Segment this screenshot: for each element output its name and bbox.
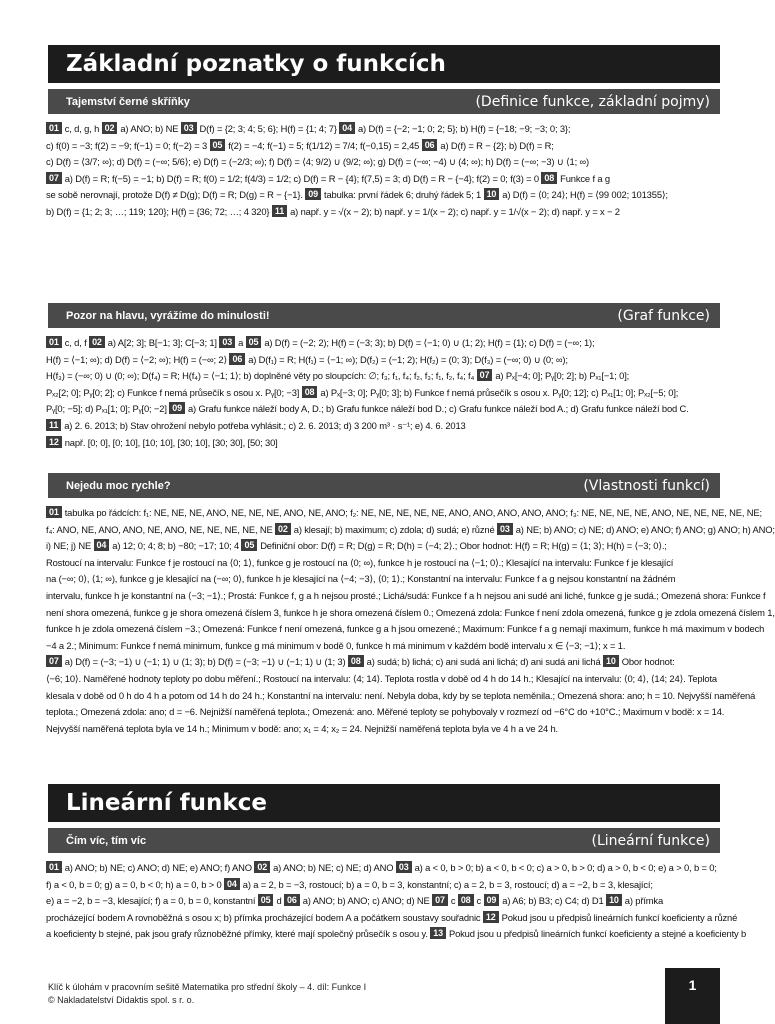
answer-line — [46, 555, 724, 572]
task-number-badge: 01 — [46, 861, 62, 873]
answer-text: např. [0; 0], [0; 10], [10; 10], [30; 10], [30; 30], [50; 30] — [64, 436, 278, 448]
task-number-badge: 07 — [477, 369, 493, 381]
answer-text: na (−∞; 0⟩, ⟨1; ∞), funkce g je klesající na (−∞; 0⟩, funkce h je klesající na ⟨−4; −3⟩, ⟨0; 1⟩.; Konstantní na intervalu: Funkce f a g nejsou konstantní na žádném — [46, 573, 676, 585]
task-number-badge: 03 — [497, 523, 513, 535]
section-topic: (Vlastnosti funkcí) — [583, 477, 710, 494]
task-number-badge: 06 — [229, 353, 245, 365]
answer-text: a) 12; 0; 4; 8; b) −80; −17; 10; 4 — [112, 540, 242, 552]
task-number-badge: 05 — [258, 894, 274, 906]
answer-text: c) f(0) = −3; f(2) = −9; f(−1) = 0; f(−2) = 3 — [46, 139, 210, 151]
answer-text: a) a < 0, b > 0; b) a < 0, b < 0; c) a > 0, b > 0; d) a > 0, b < 0; e) a > 0, b = 0; — [414, 862, 717, 873]
answer-text: a) NE; b) ANO; c) NE; d) ANO; e) ANO; f) ANO; g) ANO; h) ANO; — [515, 523, 775, 535]
answers-block-4 — [46, 860, 747, 943]
answer-text: a) 2. 6. 2013; b) Stav ohrožení nebylo potřeba vyhlásit.; c) 2. 6. 2013; d) 3 200 m³ · s⁻¹; e) 4. 6. 2013 — [64, 419, 466, 431]
answer-text: a) a = 2, b = −3, rostoucí; b) a = 0, b = 3, konstantní; c) a = 2, b = 3, rostoucí; d) a = −2, b = 3, klesající; — [242, 878, 653, 890]
answer-text: tabulka po řádcích: f₁: NE, NE, NE, ANO, NE, NE, NE, ANO, NE, ANO; f₂: NE, NE, NE, NE, NE, ANO, ANO, ANO, ANO, ANO; f₃: NE, NE, NE, NE, ANO, NE, NE, NE, NE, NE; — [64, 507, 762, 518]
answer-text: a) D(f) = {−2; −1; 0; 2; 5}; b) H(f) = {−18; −9; −3; 0; 3}; — [357, 123, 571, 134]
answer-line — [46, 522, 775, 539]
answer-text: c — [450, 895, 458, 907]
answer-text: a) D(f₁) = R; H(f₁) = ⟨−1; ∞); D(f₂) = (−1; 2); H(f₂) = (0; 3); D(f₃) = (−∞; 0) ∪ (0; ∞); — [248, 353, 568, 365]
answer-text: H(f₃) = (−∞; 0) ∪ (0; ∞); D(f₄) = R; H(f₄) = ⟨−1; 1⟩; b) doplněné věty po sloupcích: ∅; f₃; f₁, f₄; f₂, f₃; f₁, f₂, f₄; f₄ — [46, 370, 477, 382]
answer-line — [46, 910, 738, 927]
task-number-badge: 05 — [246, 336, 262, 348]
answer-text: Funkce f a g — [560, 172, 610, 184]
answer-text: i) NE; j) NE — [46, 540, 94, 552]
answer-text: a) D(f) = (−3; −1) ∪ (−1; 1) ∪ (1; 3); b) D(f) = (−3; −1) ∪ (−1; 1) ∪ (1; 3) — [64, 656, 348, 668]
answer-line — [46, 721, 724, 738]
chapter-title: Základní poznatky o funkcích — [48, 45, 720, 83]
answer-line — [46, 621, 765, 638]
answer-line — [46, 926, 747, 943]
answer-text: a) D(f) = (−2; 2); H(f) = (−3; 3); b) D(f) = ⟨−1; 0) ∪ (1; 2); H(f) = {1}; c) D(f) = (−∞; 1); — [264, 337, 595, 348]
answer-line — [46, 654, 724, 671]
answer-text: Pₓ₂[2; 0]; Pᵧ[0; 2]; c) Funkce f nemá průsečík s osou x. Pᵧ[0; −3] — [46, 386, 302, 398]
answer-text: c) D(f) = ⟨3/7; ∞); d) D(f) = (−∞; 5/6⟩; e) D(f) = (−2/3; ∞); f) D(f) = ⟨4; 9/2) ∪ (9/2; ∞); g) D(f) = (−∞; −4) ∪ (4; ∞); h) D(f) = (−∞; −3) ∪ ⟨1; ∞) — [46, 156, 590, 168]
task-number-badge: 11 — [272, 205, 287, 217]
task-number-badge: 12 — [483, 911, 499, 923]
answer-text: teplota.; Omezená zdola: ano; d = −6. Nejnižší naměřená teplota.; Omezená: ano. Měřené teploty se pohybovaly v rozmezí od −6°C do +10°C.; Maximum v bodě: x = 14. — [46, 706, 725, 718]
chapter-title-2: Lineární funkce — [48, 784, 720, 822]
task-number-badge: 08 — [348, 655, 364, 667]
answers-block-3 — [46, 505, 775, 737]
answer-line — [46, 860, 724, 877]
task-number-badge: 07 — [46, 655, 62, 667]
task-number-badge: 11 — [46, 419, 61, 431]
answer-text: a) A6; b) B3; c) C4; d) D1 — [502, 895, 607, 907]
task-number-badge: 01 — [46, 506, 62, 518]
task-number-badge: 03 — [219, 336, 235, 348]
answer-line — [46, 335, 724, 352]
footer-line-1: Klíč k úlohám v pracovním sešitě Matematika pro střední školy – 4. díl: Funkce I — [48, 982, 367, 992]
task-number-badge: 02 — [102, 122, 118, 134]
answer-text: Pᵧ[0; −5]; d) Pₓ₁[1; 0]; Pᵧ[0; −2] — [46, 403, 170, 415]
task-number-badge: 05 — [241, 539, 257, 551]
answer-line — [46, 505, 762, 522]
answer-text: a) klesají; b) maximum; c) zdola; d) sudá; e) různé — [293, 523, 497, 535]
answer-text: není shora omezená, funkce g je shora omezená číslem 3, funkce h je shora omezená číslem 0.; Omezená zdola: Funkce f není zdola omezená, funkce g je zdola omezená číslem 1, — [46, 606, 775, 618]
section-header-4 — [48, 828, 720, 853]
answer-text: c, d, g, h — [64, 123, 102, 134]
answer-text: a koeficienty b stejné, pak jsou grafy různoběžné přímky, které mají společný průsečík s osou y. — [46, 928, 431, 940]
answer-text: c — [476, 895, 484, 907]
answer-text: Pokud jsou u předpisů lineárních funkcí koeficienty a různé — [501, 911, 738, 923]
answer-line — [46, 418, 724, 435]
answer-line — [46, 154, 724, 171]
answer-line — [46, 538, 724, 555]
section-title: Tajemství černé skříňky — [66, 95, 190, 108]
task-number-badge: 08 — [541, 172, 557, 184]
task-number-badge: 02 — [275, 523, 291, 535]
answer-text: d — [276, 895, 284, 907]
answer-text: a) přímka — [624, 895, 664, 907]
answer-text: procházející bodem A rovnoběžná s osou x; b) přímka procházející bodem A a počátkem soustavy souřadnic — [46, 911, 483, 923]
task-number-badge: 04 — [339, 122, 355, 134]
footer-line-2: © Nakladatelství Didaktis spol. s r. o. — [48, 995, 195, 1005]
footer — [48, 981, 366, 1007]
section-title: Pozor na hlavu, vyrážíme do minulosti! — [66, 309, 270, 322]
answer-text: a) ANO; b) ANO; c) ANO; d) NE — [302, 895, 433, 907]
task-number-badge: 09 — [305, 188, 321, 200]
answer-text: f₄: ANO, NE, ANO, ANO, NE, ANO, NE, NE, NE, NE, NE — [46, 523, 276, 535]
section-topic: (Lineární funkce) — [591, 832, 710, 849]
answer-line — [46, 385, 724, 402]
answer-text: a) Grafu funkce náleží body A, D.; b) Grafu funkce náleží bod D.; c) Grafu funkce náleží bod A.; d) Grafu funkce náleží bod C. — [187, 403, 689, 415]
answer-text: a) D(f) = ⟨0; 24⟩; H(f) = ⟨99 002; 101355⟩; — [502, 189, 668, 201]
answer-line — [46, 704, 724, 721]
answer-text: klesala v době od 0 h do 4 h a potom od 14 h do 24 h.; Konstantní na intervalu: není. Nebyla doba, kdy by se teplota neměnila.; Omezená shora: ano; h = 10. Nejvyšší naměřená — [46, 689, 756, 701]
answer-text: H(f) = ⟨−1; ∞); d) D(f) = ⟨−2; ∞); H(f) = (−∞; 2⟩ — [46, 353, 230, 365]
answer-line — [46, 368, 724, 385]
answer-line — [46, 401, 724, 418]
task-number-badge: 05 — [210, 139, 226, 151]
answer-text: f(2) = −4; f(−1) = 5; f(1/12) = 7/4; f(−0,15) = 2,45 — [228, 139, 422, 151]
answer-text: Rostoucí na intervalu: Funkce f je rostoucí na ⟨0; 1⟩, funkce g je rostoucí na ⟨0; ∞), funkce h je rostoucí na ⟨−1; 0⟩.; Klesající na intervalu: Funkce f je klesající — [46, 556, 674, 568]
answer-text: se sobě nerovnají, protože D(f) ≠ D(g); D(f) = R; D(g) = R − {−1}. — [46, 189, 306, 201]
answers-block-2 — [46, 335, 724, 451]
answer-line — [46, 187, 724, 204]
task-number-badge: 02 — [89, 336, 105, 348]
answer-line — [46, 171, 724, 188]
answer-text: a) ANO; b) NE; c) NE; d) ANO — [273, 862, 396, 873]
task-number-badge: 07 — [432, 894, 448, 906]
section-topic: (Definice funkce, základní pojmy) — [475, 93, 710, 110]
answer-line — [46, 638, 724, 655]
page-number: 1 — [665, 968, 720, 1024]
answer-text: a) Pₓ[−4; 0]; Pᵧ[0; 2]; b) Pₓ₁[−1; 0]; — [495, 370, 630, 382]
section-topic: (Graf funkce) — [617, 307, 710, 324]
task-number-badge: 01 — [46, 122, 62, 134]
answer-text: ⟨−6; 10⟩. Naměřené hodnoty teploty po dobu měření.; Rostoucí na intervalu: ⟨4; 14⟩. Teplota rostla v době od 4 h do 14 h.; Klesající na intervalu: ⟨0; 4⟩, ⟨14; 24⟩. Teplota — [46, 672, 717, 684]
answer-line — [46, 121, 724, 138]
answer-text: a) sudá; b) lichá; c) ani sudá ani lichá; d) ani sudá ani lichá — [366, 656, 603, 668]
task-number-badge: 02 — [254, 861, 270, 873]
answer-text: a) D(f) = R; f(−5) = −1; b) D(f) = R; f(0) = 1/2; f(4/3) = 1/2; c) D(f) = R − {4}; f(7,5) = 3; d) D(f) = R − {−4}; f(2) = 0; f(3) = 0 — [64, 172, 542, 184]
section-header-2 — [48, 303, 720, 328]
answer-text: a) např. y = √(x − 2); b) např. y = 1/(x − 2); c) např. y = 1/√(x − 2); d) např. y = x − 2 — [290, 205, 620, 217]
answer-text: Definiční obor: D(f) = R; D(g) = R; D(h) = ⟨−4; 2⟩.; Obor hodnot: H(f) = R; H(g) = ⟨1; 3⟩; H(h) = ⟨−3; 0⟩.; — [260, 540, 667, 552]
answer-line — [46, 352, 724, 369]
section-header-1 — [48, 89, 720, 114]
task-number-badge: 07 — [46, 172, 62, 184]
section-title: Nejedu moc rychle? — [66, 479, 171, 492]
answer-line — [46, 671, 724, 688]
answer-line — [46, 605, 775, 622]
task-number-badge: 08 — [458, 894, 474, 906]
task-number-badge: 04 — [224, 878, 240, 890]
answer-text: tabulka: první řádek 6; druhý řádek 5; 1 — [323, 189, 484, 201]
task-number-badge: 09 — [169, 402, 185, 414]
task-number-badge: 03 — [181, 122, 197, 134]
task-number-badge: 10 — [603, 655, 619, 667]
answer-text: a) D(f) = R − {2}; b) D(f) = R; — [440, 139, 554, 151]
answer-text: e) a = −2, b = −3, klesající; f) a = 0, b = 0, konstantní — [46, 895, 258, 907]
section-header-3 — [48, 473, 720, 498]
task-number-badge: 04 — [94, 539, 110, 551]
answer-text: intervalu, funkce h je konstantní na ⟨−3; −1⟩.; Prostá: Funkce f, g a h nejsou prosté.; Lichá/sudá: Funkce f a h nejsou ani sudé ani liché, funkce g je sudá.; Omezená shora: Funkce f — [46, 589, 766, 601]
answer-line — [46, 571, 724, 588]
answer-line — [46, 688, 756, 705]
answer-text: −4 a 2.; Minimum: Funkce f nemá minimum, funkce g má minimum v bodě 0, funkce h má minimum v každém bodě intervalu x ∈ ⟨−3; −1⟩; x = 1. — [46, 639, 626, 651]
task-number-badge: 10 — [484, 188, 500, 200]
task-number-badge: 09 — [484, 894, 500, 906]
task-number-badge: 01 — [46, 336, 62, 348]
answer-line — [46, 435, 724, 452]
answer-text: c, d, f — [64, 337, 90, 348]
answer-text: a) A[2; 3]; B[−1; 3]; C[−3; 1] — [107, 337, 220, 348]
task-number-badge: 03 — [396, 861, 412, 873]
answer-text: a — [238, 337, 246, 348]
answer-text: Obor hodnot: — [621, 656, 675, 668]
answer-line — [46, 588, 766, 605]
answer-text: f) a < 0, b = 0; g) a = 0, b < 0; h) a = 0, b > 0 — [46, 878, 225, 890]
task-number-badge: 12 — [46, 436, 62, 448]
answer-text: b) D(f) = {1; 2; 3; …; 119; 120}; H(f) = {36; 72; …; 4 320} — [46, 205, 272, 217]
answer-text: Nejvyšší naměřená teplota byla ve 14 h.; Minimum v bodě: ano; x₁ = 4; x₂ = 24. Nejnižší naměřená teplota byla ve 4 h a ve 24 h. — [46, 722, 559, 734]
task-number-badge: 08 — [302, 386, 318, 398]
answer-line — [46, 138, 724, 155]
task-number-badge: 10 — [606, 894, 622, 906]
task-number-badge: 13 — [430, 927, 446, 939]
answer-text: a) Pₓ[−3; 0]; Pᵧ[0; 3]; b) Funkce f nemá průsečík s osou x. Pᵧ[0; 12]; c) Pₓ₁[1; 0]; Pₓ₂[−5; 0]; — [320, 386, 679, 398]
answer-line — [46, 893, 724, 910]
answer-line — [46, 877, 724, 894]
task-number-badge: 06 — [284, 894, 300, 906]
answer-text: a) ANO; b) NE; c) ANO; d) NE; e) ANO; f) ANO — [64, 862, 255, 873]
answer-line — [46, 204, 724, 221]
section-title: Čím víc, tím víc — [66, 834, 147, 847]
answer-text: Pokud jsou u předpisů lineárních funkcí koeficienty a stejné a koeficienty b — [448, 928, 747, 940]
answer-text: funkce h je zdola omezená číslem −3.; Omezená: Funkce f není omezená, funkce g a h jsou omezené.; Maximum: Funkce f a g nemají maximum, funkce h má maximum v bodech — [46, 623, 765, 635]
answer-text: a) ANO; b) NE — [120, 123, 181, 134]
task-number-badge: 06 — [422, 139, 438, 151]
answer-text: D(f) = {2; 3; 4; 5; 6}; H(f) = {1; 4; 7} — [199, 123, 340, 134]
answers-block-1 — [46, 121, 724, 221]
